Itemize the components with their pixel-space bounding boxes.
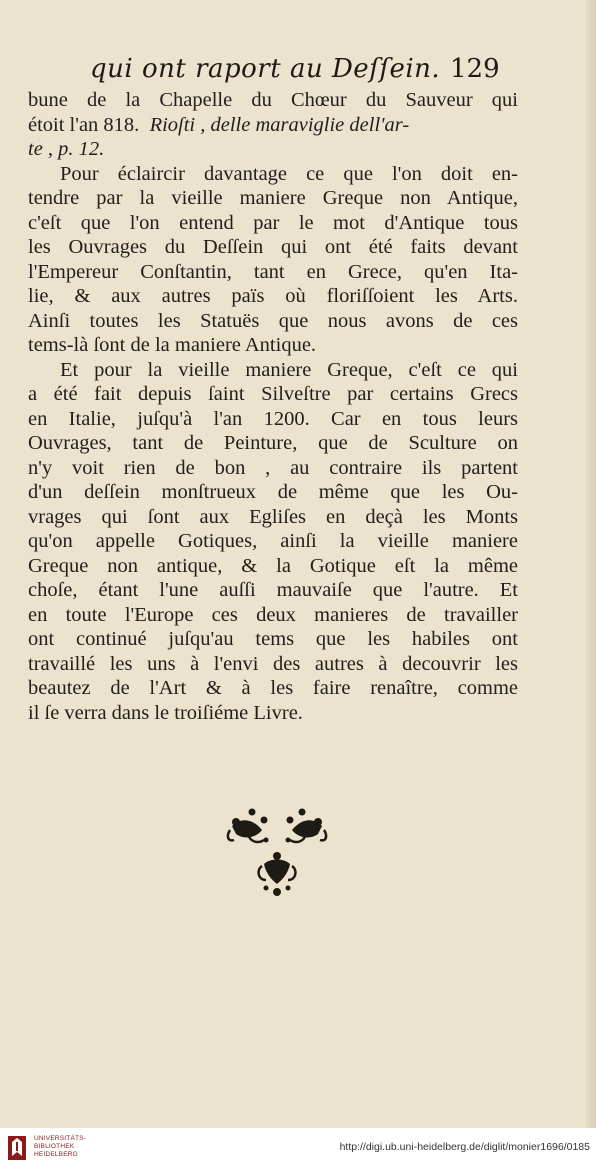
text-line: tendre par la vieille maniere Greque non Antique, <box>28 187 518 209</box>
text-line: beautez de l'Art & à les faire renaître, comme <box>28 677 518 699</box>
text-line: les Ouvrages du Deſſein qui ont été faits devant <box>28 236 518 258</box>
text-line: Pour éclaircir davantage ce que l'on doit en- <box>60 162 518 185</box>
institution-name <box>34 1135 86 1159</box>
text-line: vrages qui ſont aux Egliſes en deçà les Monts <box>28 505 518 528</box>
institution-line: UNIVERSITÄTS- <box>34 1135 87 1142</box>
library-logo-icon <box>6 1134 30 1162</box>
text-line: qu'on appelle Gotiques, ainſi la vieille maniere <box>28 530 518 552</box>
text-line: en Italie, juſqu'à l'an 1200. Car en tous leurs <box>28 407 518 430</box>
citation-italic: Rioſti , delle maraviglie dell'ar- <box>149 113 410 136</box>
body-text <box>28 88 518 725</box>
text-line: Greque non antique, & la Gotique eſt la même <box>28 554 518 577</box>
text-line: tems-là ſont de la maniere Antique. <box>28 334 317 356</box>
text-line: Ouvrages, tant de Peinture, que de Sculture on <box>28 432 518 454</box>
text-line: d'un deſſein monſtrueux de même que les Ou- <box>28 481 518 503</box>
page-number: 129 <box>450 54 500 84</box>
text-line: te , p. 12. <box>28 138 105 160</box>
text-line: l'Empereur Conſtantin, tant en Grece, qu'en Ita- <box>28 260 518 283</box>
text-line: en toute l'Europe ces deux manieres de travailler <box>28 603 518 626</box>
text-line: lie, & aux autres païs où floriſſoient les Arts. <box>28 285 518 307</box>
text-line: c'eſt que l'on entend par le mot d'Antique tous <box>28 211 518 234</box>
institution-line: BIBLIOTHEK <box>34 1143 75 1150</box>
text-line: bune de la Chapelle du Chœur du Sauveur qui <box>28 89 518 111</box>
text-line: choſe, étant l'une auſſi mauvaiſe que l'autre. Et <box>28 579 518 601</box>
text-line: Ainſi toutes les Statuës que nous avons de ces <box>28 309 518 332</box>
text-line <box>28 113 518 138</box>
text-line: ont continué juſqu'au tems que les habiles ont <box>28 628 518 650</box>
text-segment: étoit l'an 818. <box>28 113 140 136</box>
text-line: il ſe verra dans le troiſiéme Livre. <box>28 701 303 724</box>
text-line: Et pour la vieille maniere Greque, c'eſt ce qui <box>60 358 518 381</box>
text-line: travaillé les uns à l'envi des autres à decouvrir les <box>28 652 518 675</box>
text-line: a été fait depuis ſaint Silveſtre par certains Grecs <box>28 383 518 405</box>
text-line: n'y voit rien de bon , au contraire ils partent <box>28 456 518 479</box>
page-edge-shadow <box>586 0 596 1128</box>
footer-bar <box>0 1128 596 1169</box>
permalink-url[interactable]: http://digi.ub.uni-heidelberg.de/diglit/monier1696/0185 <box>339 1141 590 1153</box>
fleuron-ornament-icon <box>222 800 332 900</box>
institution-line: HEIDELBERG <box>34 1151 78 1158</box>
running-title: qui ont raport au Deſſein. <box>90 54 441 84</box>
